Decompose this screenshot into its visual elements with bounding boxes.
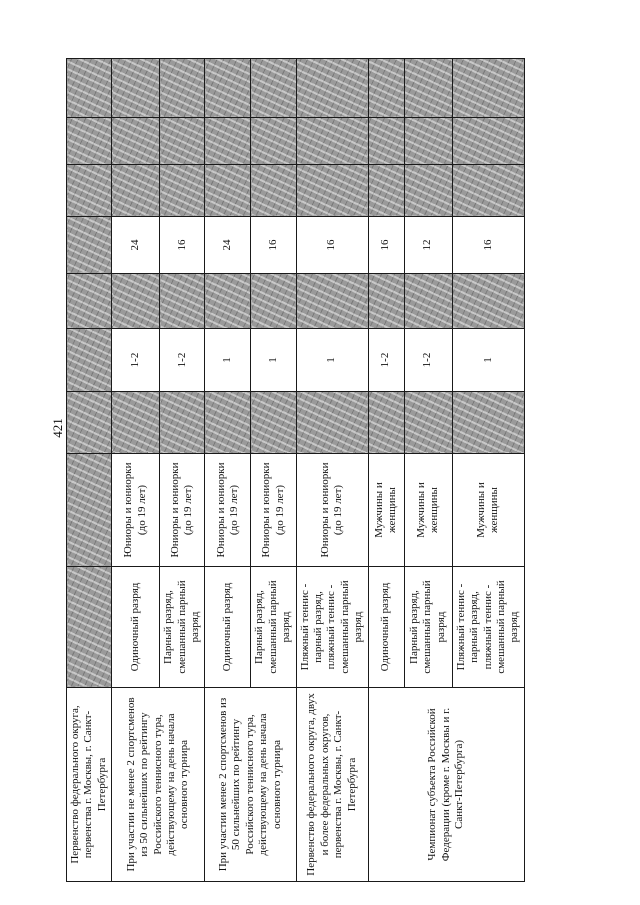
- table-row: [205, 59, 251, 882]
- empty-cell: [452, 118, 524, 165]
- empty-cell: [112, 274, 160, 329]
- table-row: [368, 59, 404, 882]
- empty-cell: [205, 118, 251, 165]
- empty-cell: [368, 392, 404, 454]
- empty-cell: [296, 118, 368, 165]
- place-cell: 1-2: [368, 329, 404, 392]
- empty-cell: [67, 165, 112, 217]
- empty-cell: [67, 392, 112, 454]
- place-cell: [67, 329, 112, 392]
- empty-cell: [368, 165, 404, 217]
- place-cell: 1-2: [404, 329, 452, 392]
- place-cell: 1-2: [112, 329, 160, 392]
- empty-cell: [67, 118, 112, 165]
- empty-cell: [404, 274, 452, 329]
- empty-cell: [251, 59, 296, 118]
- group-cell: [67, 454, 112, 567]
- empty-cell: [160, 165, 205, 217]
- place-cell: 1: [452, 329, 524, 392]
- empty-cell: [112, 165, 160, 217]
- group-cell: Мужчины и женщины: [452, 454, 524, 567]
- empty-cell: [160, 274, 205, 329]
- discipline-cell: Парный разряд, смешанный парный разряд: [160, 567, 205, 688]
- table-row: [296, 59, 368, 882]
- empty-cell: [296, 165, 368, 217]
- value-cell: 24: [205, 217, 251, 274]
- group-cell: Мужчины и женщины: [404, 454, 452, 567]
- group-cell: Юниоры и юниорки (до 19 лет): [251, 454, 296, 567]
- empty-cell: [296, 274, 368, 329]
- value-cell: [67, 217, 112, 274]
- empty-cell: [296, 392, 368, 454]
- place-cell: 1-2: [160, 329, 205, 392]
- discipline-cell: Пляжный теннис - парный разряд, пляжный теннис - смешанный парный разряд: [296, 567, 368, 688]
- empty-cell: [404, 118, 452, 165]
- empty-cell: [251, 165, 296, 217]
- group-cell: Юниоры и юниорки (до 19 лет): [160, 454, 205, 567]
- group-cell: Юниоры и юниорки (до 19 лет): [112, 454, 160, 567]
- page-number: 421: [50, 418, 65, 438]
- value-cell: 16: [452, 217, 524, 274]
- rotated-table-wrapper: [66, 59, 521, 882]
- empty-cell: [452, 59, 524, 118]
- value-cell: 16: [296, 217, 368, 274]
- empty-cell: [205, 165, 251, 217]
- empty-cell: [205, 392, 251, 454]
- place-cell: 1: [205, 329, 251, 392]
- competition-cell: Чемпионат субъекта Российской Федерации (кроме г. Москвы и г. Санкт-Петербурга): [368, 688, 524, 882]
- value-cell: 12: [404, 217, 452, 274]
- competition-cell: Первенство федерального округа, двух и более федеральных округов, первенства г. Москвы, г. Санкт-Петербурга: [296, 688, 368, 882]
- empty-cell: [112, 59, 160, 118]
- place-cell: 1: [251, 329, 296, 392]
- group-cell: Юниоры и юниорки (до 19 лет): [205, 454, 251, 567]
- value-cell: 16: [251, 217, 296, 274]
- discipline-cell: Пляжный теннис - парный разряд, пляжный теннис - смешанный парный разряд: [452, 567, 524, 688]
- empty-cell: [404, 392, 452, 454]
- discipline-cell: Парный разряд, смешанный парный разряд: [404, 567, 452, 688]
- empty-cell: [251, 392, 296, 454]
- table-row: [67, 59, 112, 882]
- value-cell: 16: [160, 217, 205, 274]
- empty-cell: [160, 392, 205, 454]
- empty-cell: [404, 59, 452, 118]
- empty-cell: [368, 274, 404, 329]
- empty-cell: [251, 118, 296, 165]
- empty-cell: [452, 165, 524, 217]
- place-cell: 1: [296, 329, 368, 392]
- empty-cell: [205, 59, 251, 118]
- value-cell: 16: [368, 217, 404, 274]
- empty-cell: [452, 392, 524, 454]
- discipline-cell: Парный разряд, смешанный парный разряд: [251, 567, 296, 688]
- empty-cell: [404, 165, 452, 217]
- empty-cell: [67, 59, 112, 118]
- table-row: [112, 59, 160, 882]
- competition-cell: Первенство федерального округа, первенства г. Москвы, г. Санкт-Петербурга: [67, 688, 112, 882]
- empty-cell: [251, 274, 296, 329]
- group-cell: Мужчины и женщины: [368, 454, 404, 567]
- discipline-cell: Одиночный разряд: [205, 567, 251, 688]
- results-table: [66, 58, 525, 882]
- value-cell: 24: [112, 217, 160, 274]
- empty-cell: [160, 59, 205, 118]
- empty-cell: [296, 59, 368, 118]
- empty-cell: [368, 118, 404, 165]
- competition-cell: При участии менее 2 спортсменов из 50 сильнейших по рейтингу Российского теннисного тура, действующему на день начала основного турнира: [205, 688, 296, 882]
- empty-cell: [452, 274, 524, 329]
- empty-cell: [368, 59, 404, 118]
- empty-cell: [112, 392, 160, 454]
- empty-cell: [67, 274, 112, 329]
- competition-cell: При участии не менее 2 спортсменов из 50 сильнейших по рейтингу Российского теннисного тура, действующему на день начала основного турнира: [112, 688, 205, 882]
- discipline-cell: [67, 567, 112, 688]
- empty-cell: [160, 118, 205, 165]
- empty-cell: [205, 274, 251, 329]
- group-cell: Юниоры и юниорки (до 19 лет): [296, 454, 368, 567]
- discipline-cell: Одиночный разряд: [112, 567, 160, 688]
- empty-cell: [112, 118, 160, 165]
- discipline-cell: Одиночный разряд: [368, 567, 404, 688]
